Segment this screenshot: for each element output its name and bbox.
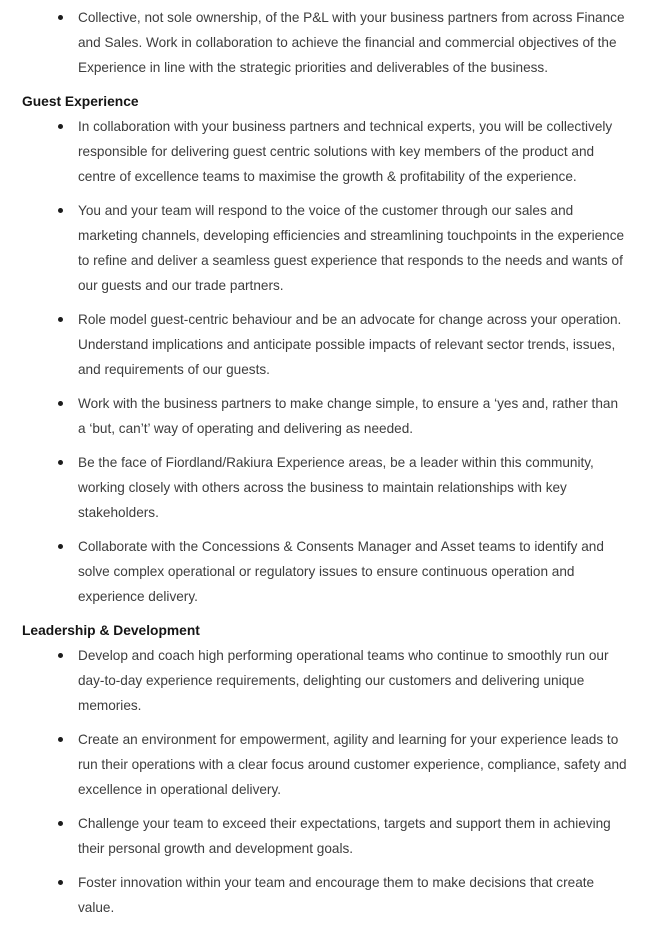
bullet-item: [22, 5, 627, 80]
bullet-icon: [58, 124, 63, 129]
bullet-icon: [58, 208, 63, 213]
bullet-text: Foster innovation within your team and encourage them to make decisions that create value.: [78, 875, 595, 915]
bullet-icon: [58, 15, 63, 20]
bullet-icon: [58, 544, 63, 549]
bullet-icon: [58, 653, 63, 658]
bullet-text: You and your team will respond to the voice of the customer through our sales and marketing channels, developing efficiencies and streamlining touchpoints in the experience to refine and deliver a seamless guest experience that responds to the needs and wants of our guests and our trade partners.: [78, 203, 625, 293]
bullet-icon: [58, 401, 63, 406]
bullet-text: Collaborate with the Concessions & Consents Manager and Asset teams to identify and solve complex operational or regulatory issues to ensure continuous operation and experience delivery.: [78, 539, 604, 604]
bullet-item: [22, 198, 627, 298]
guest-experience-bullet-list: [22, 114, 627, 609]
section-heading-leadership-development: Leadership & Development: [22, 623, 200, 638]
bullet-text: Work with the business partners to make change simple, to ensure a ‘yes and, rather than a ‘but, can’t’ way of operating and delivering as needed.: [78, 396, 619, 436]
bullet-item: [22, 307, 627, 382]
bullet-text: Be the face of Fiordland/Rakiura Experience areas, be a leader within this community, working closely with others across the business to maintain relationships with key stakeholders.: [78, 455, 594, 520]
bullet-item: [22, 114, 627, 189]
bullet-icon: [58, 880, 63, 885]
bullet-icon: [58, 737, 63, 742]
bullet-text: Role model guest-centric behaviour and be an advocate for change across your operation. Understand implications and anticipate possible impacts of relevant sector trends, issues, and requirements of our guests.: [78, 312, 622, 377]
bullet-item: [22, 727, 627, 802]
bullet-item: [22, 811, 627, 861]
bullet-text: Develop and coach high performing operational teams who continue to smoothly run our day-to-day experience requirements, delighting our customers and delivering unique memories.: [78, 648, 609, 713]
bullet-text: In collaboration with your business partners and technical experts, you will be collectively responsible for delivering guest centric solutions with key members of the product and centre of excellence teams to maximise the growth & profitability of the experience.: [78, 119, 613, 184]
bullet-item: [22, 870, 627, 920]
leadership-development-bullet-list: [22, 643, 627, 920]
bullet-item: [22, 643, 627, 718]
section-heading-guest-experience: Guest Experience: [22, 94, 139, 109]
bullet-icon: [58, 821, 63, 826]
bullet-item: [22, 534, 627, 609]
bullet-text: Create an environment for empowerment, agility and learning for your experience leads to run their operations with a clear focus around customer experience, compliance, safety and excellence in operational delivery.: [78, 732, 627, 797]
bullet-icon: [58, 317, 63, 322]
bullet-item: [22, 391, 627, 441]
bullet-text: Challenge your team to exceed their expectations, targets and support them in achieving their personal growth and development goals.: [78, 816, 611, 856]
bullet-icon: [58, 460, 63, 465]
intro-bullet-list: [22, 5, 627, 80]
bullet-item: [22, 450, 627, 525]
bullet-text: Collective, not sole ownership, of the P&L with your business partners from across Finance and Sales. Work in collaboration to achieve the financial and commercial objectives of the Experience in line with the strategic priorities and deliverables of the business.: [78, 10, 625, 75]
